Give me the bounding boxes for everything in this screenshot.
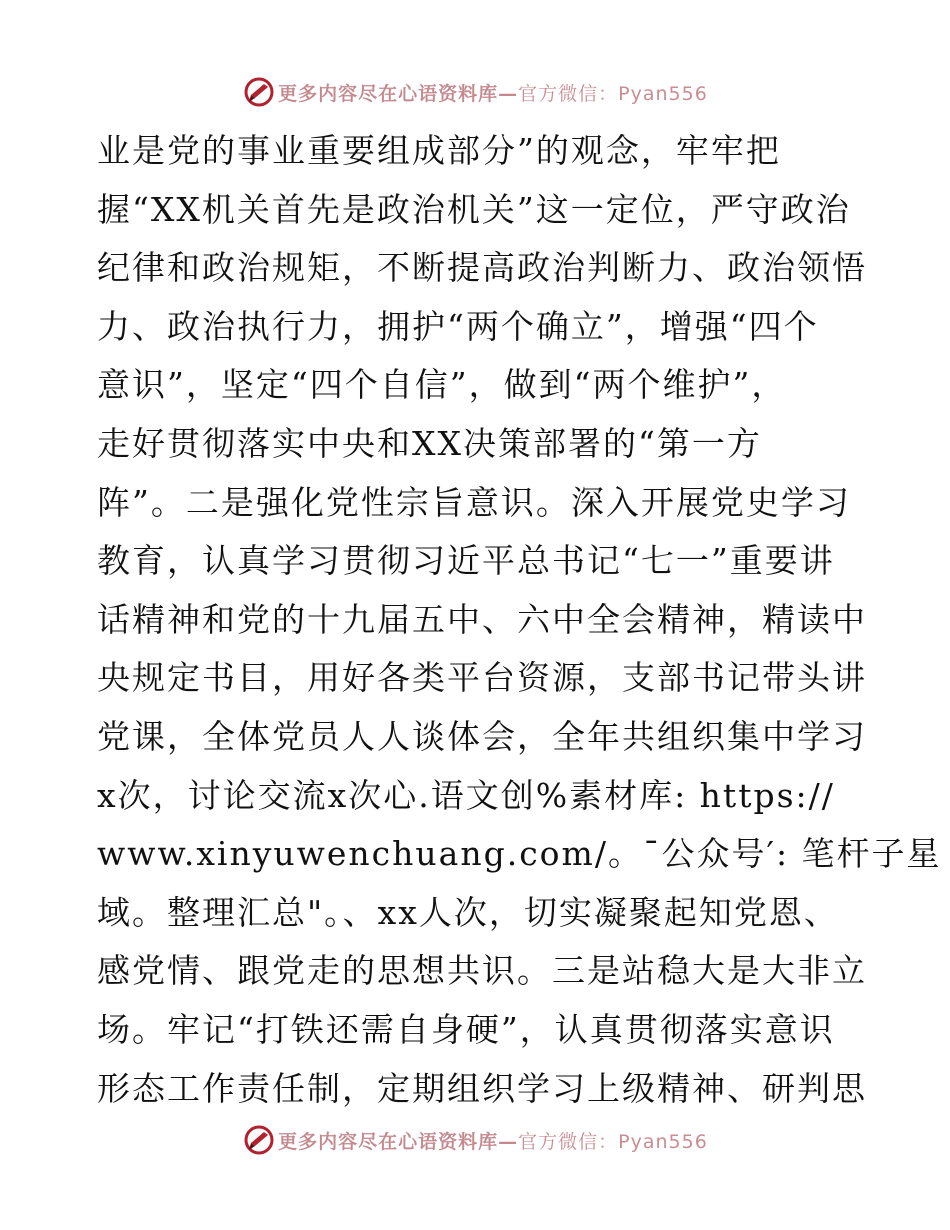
text-line: 教育，认真学习贯彻习近平总书记“七一”重要讲 xyxy=(97,541,835,581)
text-line: 意识”，坚定“四个自信”，做到“两个维护”， xyxy=(97,365,787,405)
text-line: 业是党的事业重要组成部分”的观念，牢牢把 xyxy=(97,131,781,170)
pen-logo-icon xyxy=(242,75,276,109)
text-line: 走好贯彻落实中央和XX决策部署的“第一方 xyxy=(97,423,762,463)
text-line: x次，讨论交流x次心.语文创%素材库: https:// xyxy=(97,775,835,815)
text-line: 形态工作责任制，定期组织学习上级精神、研判思 xyxy=(97,1068,867,1108)
watermark-separator: — xyxy=(498,1130,519,1153)
text-line: 纪律和政治规矩，不断提高政治判断力、政治领悟 xyxy=(97,248,867,288)
text-line: 握“XX机关首先是政治机关”这一定位，严守政治 xyxy=(97,189,851,229)
watermark-wechat: 官方微信：Pyan556 xyxy=(518,82,708,105)
text-line: 域。整理汇总"。、xx人次，切实凝聚起知党恩、 xyxy=(97,892,839,932)
text-line: 场。牢记“打铁还需自身硬”，认真贯彻落实意识 xyxy=(97,1009,835,1049)
watermark-wechat: 官方微信：Pyan556 xyxy=(518,1130,708,1153)
text-line: 感党情、跟党走的思想共识。三是站稳大是大非立 xyxy=(97,951,867,991)
watermark-brand: 更多内容尽在心语资料库 xyxy=(278,82,499,105)
watermark-text xyxy=(278,1127,708,1154)
text-line: www.xinyuwenchuang.com/。¯公众号′: 笔杆子星 xyxy=(97,834,942,874)
document-body xyxy=(97,122,942,1118)
text-line: 央规定书目，用好各类平台资源，支部书记带头讲 xyxy=(97,658,867,698)
watermark-brand: 更多内容尽在心语资料库 xyxy=(278,1130,499,1153)
watermark-text xyxy=(278,79,708,106)
text-line: 阵”。二是强化党性宗旨意识。深入开展党史学习 xyxy=(97,482,851,522)
text-line: 话精神和党的十九届五中、六中全会精神，精读中 xyxy=(97,599,867,639)
text-line: 党课，全体党员人人谈体会，全年共组织集中学习 xyxy=(97,716,867,756)
text-line: 力、政治执行力，拥护“两个确立”，增强“四个 xyxy=(97,306,819,346)
watermark-separator: — xyxy=(498,82,519,105)
pen-logo-icon xyxy=(242,1123,276,1157)
header-watermark xyxy=(0,72,950,112)
footer-watermark xyxy=(0,1120,950,1160)
